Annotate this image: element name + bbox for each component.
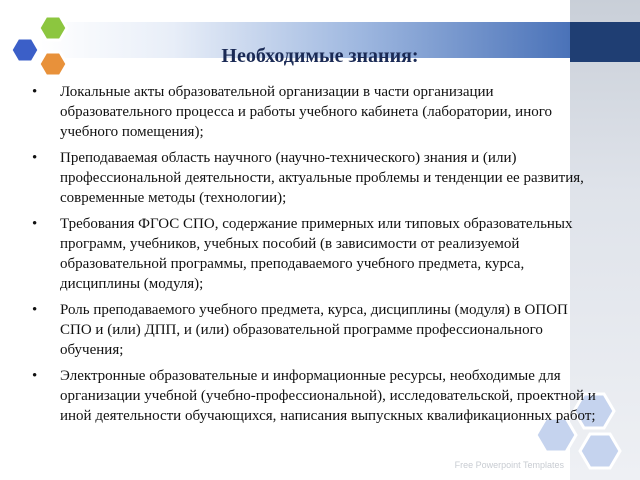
orange-hexagon-icon (39, 52, 67, 76)
bullet-text: Требования ФГОС СПО, содержание примерных или типовых образовательных программ, учебников, учебных пособий (в зависимости от реализуемой образовательной программы, преподаваемого учебного предмета, курса, дисциплины (модуля); (60, 216, 573, 292)
hexagon-cluster-icon (2, 12, 76, 82)
bullet-icon: • (32, 216, 38, 232)
bullet-text: Локальные акты образовательной организации в части организации образовательного процесса и работы учебного кабинета (лаборатории, иного учебного помещения); (60, 84, 553, 140)
slide-title: Необходимые знания: (221, 45, 419, 67)
bullet-list (30, 82, 602, 432)
blue-hexagon-icon (11, 38, 39, 62)
bullet-item (30, 300, 602, 360)
bullet-icon: • (32, 302, 38, 318)
bullet-text: Преподаваемая область научного (научно-технического) знания и (или) профессиональной деятельности, актуальные проблемы и тенденции ее развития, современные методы (технологии); (60, 150, 584, 206)
bullet-item (30, 82, 602, 142)
bullet-item (30, 366, 602, 426)
bullet-item (30, 148, 602, 208)
bullet-icon: • (32, 84, 38, 100)
bullet-icon: • (32, 150, 38, 166)
template-watermark: Free Powerpoint Templates (454, 460, 564, 470)
green-hexagon-icon (39, 16, 67, 40)
bullet-icon: • (32, 368, 38, 384)
bullet-item (30, 214, 602, 294)
header-accent-block (570, 22, 640, 62)
bullet-text: Роль преподаваемого учебного предмета, курса, дисциплины (модуля) в ОПОП СПО и (или) ДПП, и (или) образовательной программе профессионального обучения; (60, 302, 568, 358)
bullet-text: Электронные образовательные и информационные ресурсы, необходимые для организации учебной (учебно-профессиональной), исследовательской, проектной и иной деятельности обучающихся, написания выпускных квалификационных работ; (60, 368, 596, 424)
